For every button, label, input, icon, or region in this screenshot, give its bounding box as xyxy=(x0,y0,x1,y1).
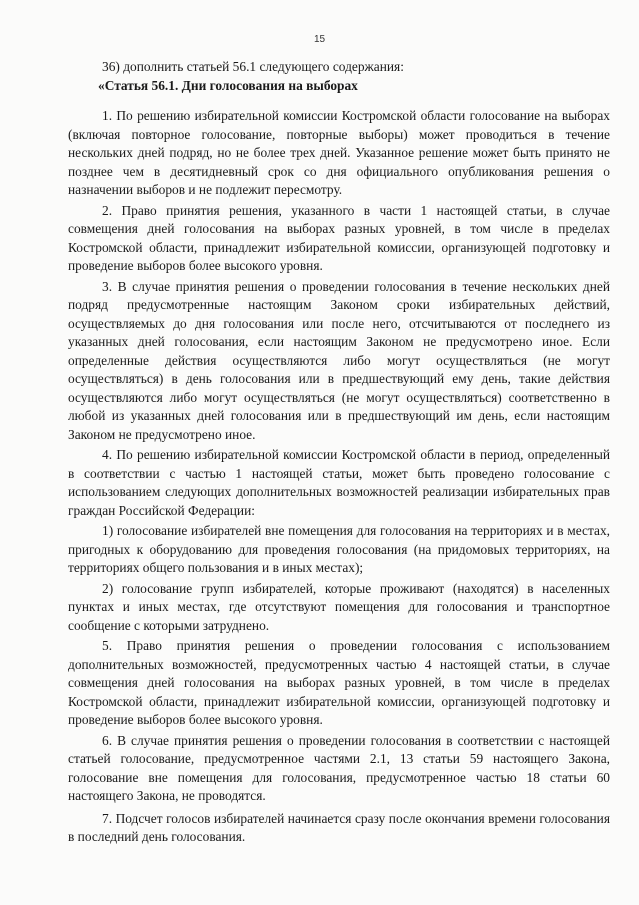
paragraph-4-item-2: 2) голосование групп избирателей, которые проживают (находятся) в населенных пунктах и иных местах, где отсутствуют помещения для голосования и транспортное сообщение с которыми затруднено. xyxy=(68,580,610,633)
page-number: 15 xyxy=(313,34,326,45)
article-title xyxy=(68,77,610,96)
amendment-intro: 36) дополнить статьей 56.1 следующего содержания: xyxy=(102,59,404,74)
paragraph-3: 3. В случае принятия решения о проведении голосования в течение нескольких дней подряд предусмотренные настоящим Законом сроки избирательных действий, осуществляемых до дня голосования или после него, отсчитываются от последнего из указанных дней голосования, если настоящим Законом не предусмотрено иное. Если определенные действия осуществляются либо могут осуществляться (не могут осуществляться) в день голосования или в предшествующий ему день, такие действия осуществляются либо могут осуществляться (не могут осуществляться) соответственно в любой из указанных дней голосования или в предшествующий им день, если настоящим Законом не предусмотрено иное. xyxy=(68,278,610,442)
paragraph-1: 1. По решению избирательной комиссии Костромской области голосование на выборах (включая повторное голосование, повторные выборы) может проводиться в течение нескольких дней подряд, но не более трех дней. Указанное решение может быть принято не позднее чем в десятидневный срок со дня официального опубликования решения о назначении выборов и не подлежит пересмотру. xyxy=(68,108,610,197)
paragraph-7: 7. Подсчет голосов избирателей начинается сразу после окончания времени голосования в последний день голосования. xyxy=(68,810,610,844)
paragraph-6: 6. В случае принятия решения о проведении голосования в соответствии с настоящей статьей голосование, предусмотренное частями 2.1, 13 статьи 59 настоящего Закона, голосование вне помещения для голосования, предусмотренное частью 18 статьи 60 настоящего Закона, не проводятся. xyxy=(68,732,610,803)
document-body xyxy=(68,58,610,849)
paragraph-4: 4. По решению избирательной комиссии Костромской области в период, определенный в соответствии с частью 1 настоящей статьи, может быть проведено голосование с использованием следующих дополнительных возможностей реализации избирательных прав граждан Российской Федерации: xyxy=(68,447,610,518)
article-title-text: «Статья 56.1. Дни голосования на выборах xyxy=(98,77,358,93)
paragraph-5: 5. Право принятия решения о проведении голосования с использованием дополнительных возможностей, предусмотренных частью 4 настоящей статьи, в случае совмещения дней голосования на выборах разных уровней, в том числе в пределах Костромской области, принадлежит избирательной комиссии, организующей подготовку и проведение выборов более высокого уровня. xyxy=(68,638,610,727)
paragraph-2: 2. Право принятия решения, указанного в части 1 настоящей статьи, в случае совмещения дней голосования на выборах разных уровней, в том числе в пределах Костромской области, принадлежит избирательной комиссии, организующей подготовку и проведение выборов более высокого уровня. xyxy=(68,202,610,273)
paragraph-4-item-1: 1) голосование избирателей вне помещения для голосования на территориях и в местах, пригодных к оборудованию для проведения голосования (на придомовых территориях, на территориях общего пользования и в иных местах); xyxy=(68,523,610,575)
